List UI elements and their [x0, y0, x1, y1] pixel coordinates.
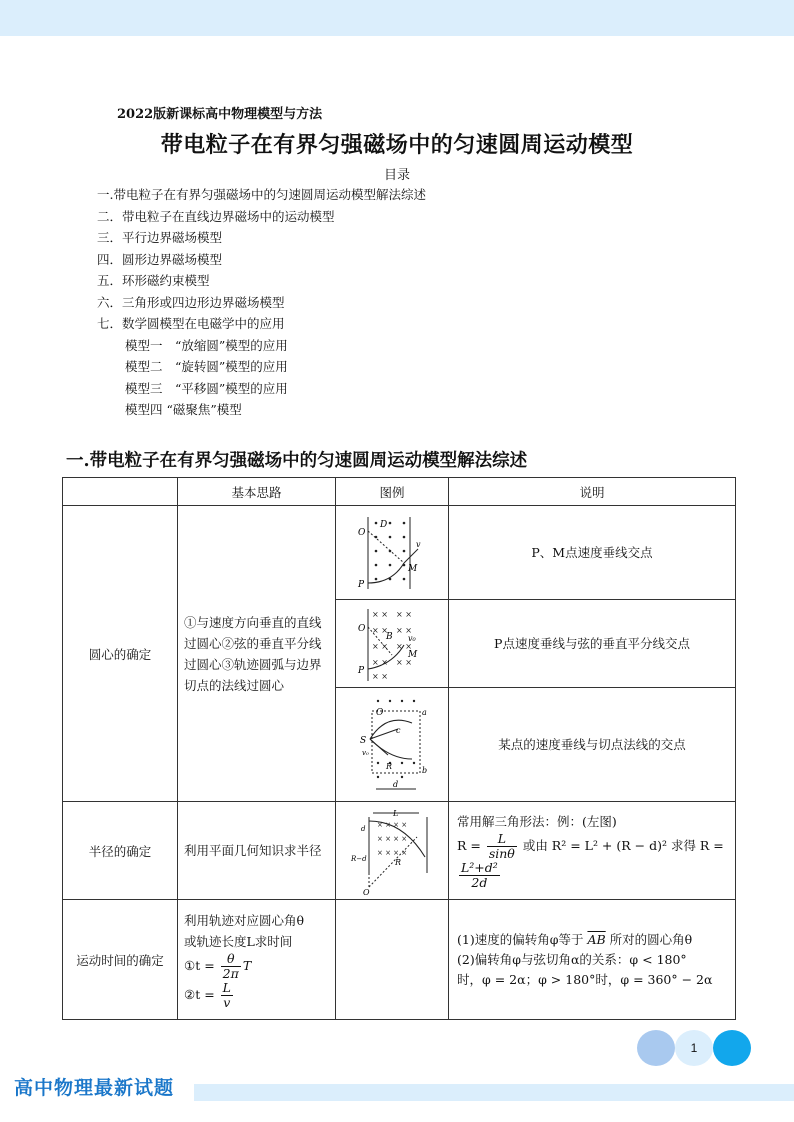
- figure-label: S: [360, 735, 367, 746]
- figure-cell: [336, 688, 449, 802]
- figure-label: c: [396, 725, 401, 735]
- toc-item[interactable]: 三．平行边界磁场模型: [97, 230, 223, 245]
- figure-label: D: [380, 519, 388, 530]
- figure-label: B: [386, 631, 393, 642]
- toc-item[interactable]: 四．圆形边界磁场模型: [97, 251, 223, 267]
- svg-text:× ×: × ×: [396, 625, 412, 635]
- desc-center-2: P点速度垂线与弦的垂直平分线交点: [449, 600, 736, 688]
- footer-band: [194, 1084, 794, 1101]
- table-row: [63, 506, 736, 600]
- svg-text:× × × ×: × × × ×: [377, 820, 408, 829]
- row-label-radius: 半径的确定: [63, 802, 178, 900]
- table-row: [63, 900, 736, 1020]
- figure-label: O: [376, 707, 384, 718]
- table-header-row: [63, 478, 736, 506]
- desc-center-1: P、M点速度垂线交点: [449, 506, 736, 600]
- svg-text:× ×: × ×: [372, 609, 388, 619]
- desc-center-3: 某点的速度垂线与切点法线的交点: [449, 688, 736, 802]
- idea-center: ①与速度方向垂直的直线过圆心②弦的垂直平分线过圆心③轨迹圆弧与边界切点的法线过圆心: [178, 506, 336, 802]
- radius-formula: [457, 832, 727, 861]
- toc-subitem[interactable]: 模型二 “旋转圆”模型的应用: [125, 359, 288, 374]
- figure-label: R−d: [351, 854, 367, 863]
- header-cell: 图例: [336, 478, 449, 506]
- table-of-contents: [97, 184, 426, 421]
- page-indicator: [637, 1030, 753, 1066]
- header-cell: [63, 478, 178, 506]
- top-banner: [0, 0, 794, 36]
- figure-label: b: [422, 765, 428, 775]
- desc-radius: [449, 802, 736, 900]
- arc-ab: $\overline{AB}$: [587, 931, 606, 947]
- toc-heading: 目录: [383, 168, 410, 183]
- figure-label: P: [358, 665, 365, 676]
- figure-label: v₀: [408, 633, 416, 643]
- figure-cell: [336, 802, 449, 900]
- page-title: 带电粒子在有界匀强磁场中的匀速圆周运动模型: [160, 132, 634, 158]
- idea-time: [178, 900, 336, 1020]
- figure-label: O: [358, 623, 366, 634]
- desc-line: (1)速度的偏转角φ等于 $\overline{AB}$ 所对的圆心角θ: [457, 931, 693, 947]
- figure-label: d: [361, 824, 366, 833]
- fraction: $\frac{L}{v}$: [222, 979, 231, 1010]
- radius-intro: 常用解三角形法：例：(左图): [457, 813, 617, 829]
- figure-label: L: [393, 808, 399, 818]
- figure-center-1: [352, 513, 432, 593]
- header-cell: 说明: [449, 478, 736, 506]
- figure-label: d: [393, 779, 399, 789]
- svg-text:× ×: × ×: [396, 641, 412, 651]
- figure-label: R: [386, 761, 393, 771]
- svg-text:× × × ×: × × × ×: [377, 848, 408, 857]
- figure-label: P: [358, 579, 365, 590]
- radius-eq: R =: [457, 837, 481, 853]
- figure-label: M: [408, 649, 418, 660]
- time-formula-1: ①t = $\frac{\theta}{2\pi}$ T: [184, 950, 252, 981]
- figure-radius: [347, 807, 437, 895]
- desc-line: (2)偏转角φ与弦切角α的关系：φ < 180°: [457, 951, 687, 967]
- svg-text:× ×: × ×: [372, 671, 388, 681]
- table-row: [63, 802, 736, 900]
- pager-circle: [713, 1030, 751, 1066]
- method-table: [62, 477, 736, 1020]
- figure-label: O: [358, 527, 366, 538]
- figure-label: a: [422, 707, 427, 717]
- svg-text:× ×: × ×: [372, 641, 388, 651]
- toc-item[interactable]: 二．带电粒子在直线边界磁场中的运动模型: [97, 208, 335, 224]
- toc-subitem[interactable]: 模型三 “平移圆”模型的应用: [125, 380, 288, 396]
- fraction: $\frac{\text{L²+d²}}{2d}$: [461, 859, 498, 890]
- row-label-center: 圆心的确定: [63, 506, 178, 802]
- svg-text:× ×: × ×: [372, 625, 388, 635]
- svg-text:× ×: × ×: [372, 657, 388, 667]
- header-cell: 基本思路: [178, 478, 336, 506]
- brand-logo: 高中物理最新试题: [14, 1077, 175, 1099]
- idea-line: 利用轨迹对应圆心角θ: [184, 912, 305, 928]
- figure-label: O: [363, 887, 370, 895]
- figure-center-3: [350, 693, 434, 797]
- figure-cell: [336, 506, 449, 600]
- figure-label: M: [408, 563, 418, 574]
- time-formula-2: ②t = $\frac{L}{v}$: [184, 979, 231, 1010]
- svg-text:× ×: × ×: [396, 657, 412, 667]
- subject-line: 2022版新课标高中物理模型与方法: [117, 107, 323, 122]
- toc-subitem[interactable]: 模型四 “磁聚焦”模型: [125, 402, 242, 417]
- figure-label: v₀: [362, 748, 369, 757]
- idea-line: 或轨迹长度L求时间: [184, 933, 293, 949]
- section-title: 一.带电粒子在有界匀强磁场中的匀速圆周运动模型解法综述: [66, 451, 528, 471]
- svg-text:× × × ×: × × × ×: [377, 834, 408, 843]
- toc-item[interactable]: 一.带电粒子在有界匀强磁场中的匀速圆周运动模型解法综述: [97, 187, 426, 202]
- fraction: $\frac{\theta}{2\pi}$: [222, 950, 239, 981]
- figure-cell-empty: [336, 900, 449, 1020]
- page-number: 1: [675, 1030, 713, 1066]
- row-label-time: 运动时间的确定: [63, 900, 178, 1020]
- figure-center-2: [352, 605, 432, 683]
- toc-subitem[interactable]: 模型一 “放缩圆”模型的应用: [125, 337, 288, 353]
- figure-cell: [336, 600, 449, 688]
- desc-line: 时，φ = 2α；φ > 180°时，φ = 360° − 2α: [457, 971, 713, 987]
- radius-result: [457, 861, 727, 890]
- desc-time: [449, 900, 736, 1020]
- toc-item[interactable]: 六．三角形或四边形边界磁场模型: [97, 294, 285, 310]
- svg-text:× ×: × ×: [396, 609, 412, 619]
- toc-item[interactable]: 五．环形磁约束模型: [97, 273, 210, 288]
- toc-item[interactable]: 七．数学圆模型在电磁学中的应用: [97, 316, 285, 331]
- pager-circle: [637, 1030, 675, 1066]
- radius-mid: 或由 R² = L² + (R − d)² 求得 R =: [522, 837, 724, 853]
- figure-label: v: [416, 539, 421, 549]
- idea-radius: 利用平面几何知识求半径: [178, 802, 336, 900]
- fraction: $\frac{L}{\sin\theta}$: [488, 830, 515, 861]
- figure-label: R: [395, 857, 402, 867]
